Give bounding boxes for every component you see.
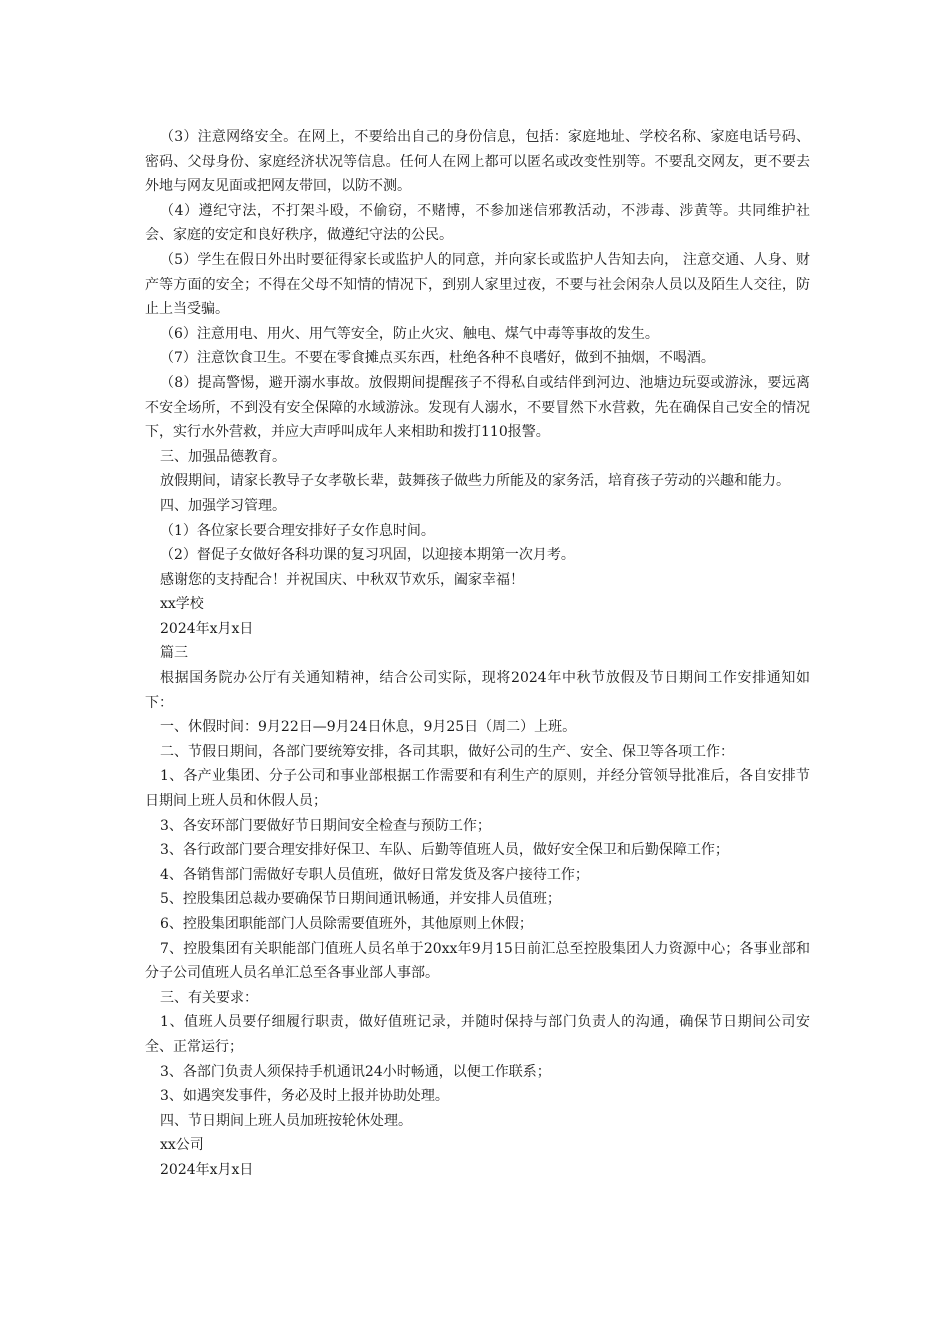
paragraph-food-hygiene: （7）注意饮食卫生。不要在零食摊点买东西，杜绝各种不良嗜好，做到不抽烟，不喝酒。 xyxy=(160,350,715,367)
list-item-1: 1、各产业集团、分子公司和事业部根据工作需要和有利生产的原则，并经分管领导批准后，各自安排节日期间上班人员和休假人员； xyxy=(145,768,810,810)
paragraph-moral-education: 放假期间，请家长教导子女孝敬长辈，鼓舞孩子做些力所能及的家务活，培育孩子劳动的兴趣和能力。 xyxy=(160,473,790,490)
list-item-duty-roster: 7、控股集团有关职能部门值班人员名单于20xx年9月15日前汇总至控股集团人力资源中心；各事业部和分子公司值班人员名单汇总至各事业部人事部。 xyxy=(145,940,810,982)
document-body xyxy=(145,125,810,1183)
date-company: 2024年x月x日 xyxy=(160,1161,254,1178)
paragraph-intro: 根据国务院办公厅有关通知精神，结合公司实际，现将2024年中秋节放假及节日期间工作安排通知如下： xyxy=(145,670,810,711)
paragraph-schedule: （1）各位家长要合理安排好子女作息时间。 xyxy=(160,522,435,539)
requirement-emergency: 3、如遇突发事件，务必及时上报并协助处理。 xyxy=(160,1088,449,1105)
list-item-sales: 4、各销售部门需做好专职人员值班，做好日常发货及客户接待工作； xyxy=(160,866,589,883)
paragraph-law-abiding: （4）遵纪守法，不打架斗殴，不偷窃，不赌博，不参加迷信邪教活动，不涉毒、涉黄等。共同维护社会、家庭的安定和良好秩序，做遵纪守法的公民。 xyxy=(145,202,810,244)
paragraph-arrangement: 二、节假日期间，各部门要统筹安排，各司其职，做好公司的生产、安全、保卫等各项工作： xyxy=(160,743,734,760)
requirement-duty: 1、值班人员要仔细履行职责，做好值班记录，并随时保持与部门负责人的沟通，确保节日期间公司安全、正常运行； xyxy=(145,1014,810,1055)
paragraph-electricity-fire-gas: （6）注意用电、用火、用气等安全，防止火灾、触电、煤气中毒等事故的发生。 xyxy=(160,325,659,342)
paragraph-thanks: 感谢您的支持配合！并祝国庆、中秋双节欢乐，阖家幸福！ xyxy=(160,571,524,588)
date-school: 2024年x月x日 xyxy=(160,620,254,637)
list-item-safety-check: 3、各安环部门要做好节日期间安全检查与预防工作； xyxy=(160,817,491,834)
heading-moral-education: 三、加强品德教育。 xyxy=(160,448,286,465)
list-item-admin: 3、各行政部门要合理安排好保卫、车队、后勤等值班人员，做好安全保卫和后勤保障工作； xyxy=(160,842,729,859)
heading-requirements: 三、有关要求： xyxy=(160,989,258,1006)
section-title: 篇三 xyxy=(160,645,188,662)
signature-company: xx公司 xyxy=(160,1137,204,1154)
heading-study-management: 四、加强学习管理。 xyxy=(160,497,286,514)
paragraph-going-out: （5）学生在假日外出时要征得家长或监护人的同意，并向家长或监护人告知去向， 注意交通、人身、财产等方面的安全；不得在父母不知情的情况下，到别人家里过夜，不要与社会闲杂人员以及陌生人交往，防止上当受骗。 xyxy=(145,251,810,318)
paragraph-overtime: 四、节日期间上班人员加班按轮休处理。 xyxy=(160,1112,412,1129)
list-item-functional-depts: 6、控股集团职能部门人员除需要值班外，其他原则上休假； xyxy=(160,916,533,932)
list-item-communication: 5、控股集团总裁办要确保节日期间通讯畅通，并安排人员值班； xyxy=(160,891,561,908)
signature-school: xx学校 xyxy=(160,596,204,613)
paragraph-network-safety: （3）注意网络安全。在网上，不要给出自己的身份信息，包括：家庭地址、学校名称、家庭电话号码、密码、父母身份、家庭经济状况等信息。任何人在网上都可以匿名或改变性别等。不要乱交网友，更不要去外地与网友见面或把网友带回，以防不测。 xyxy=(145,129,810,195)
paragraph-drowning-prevention: （8）提高警惕，避开溺水事故。放假期间提醒孩子不得私自或结伴到河边、池塘边玩耍或游泳，要远离不安全场所，不到没有安全保障的水域游泳。发现有人溺水，不要冒然下水营救，先在确保自己安全的情况下，实行水外营救，并应大声呼叫成年人来相助和拨打110报警。 xyxy=(145,374,810,441)
paragraph-holiday-time: 一、休假时间：9月22日—9月24日休息，9月25日（周二）上班。 xyxy=(160,719,577,736)
paragraph-review: （2）督促子女做好各科功课的复习巩固，以迎接本期第一次月考。 xyxy=(160,547,575,564)
requirement-phone: 3、各部门负责人须保持手机通讯24小时畅通，以便工作联系； xyxy=(160,1063,551,1080)
